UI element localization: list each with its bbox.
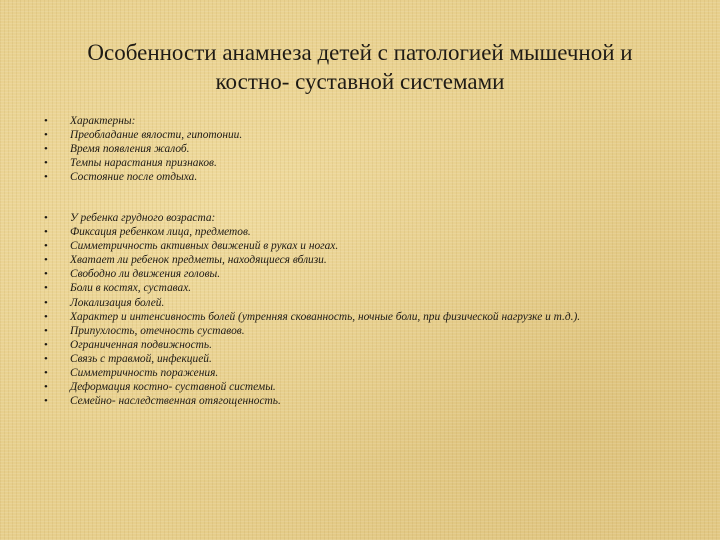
- list-item: [44, 324, 644, 338]
- bullet-icon: •: [44, 212, 48, 224]
- list-item: [44, 253, 644, 267]
- list-item: [44, 352, 644, 366]
- bullet-icon: •: [44, 268, 48, 281]
- list-item-text: Деформация костно- суставной системы.: [70, 381, 276, 394]
- list-item: [44, 114, 644, 128]
- bullet-icon: •: [44, 226, 48, 239]
- list-item-text: Симметричность активных движений в руках и ногах.: [70, 240, 339, 253]
- list-item-text: Ограниченная подвижность.: [70, 338, 212, 351]
- list-item-text: Симметричность поражения.: [70, 367, 219, 380]
- bullet-icon: •: [44, 324, 48, 337]
- bullet-icon: •: [44, 240, 48, 253]
- list-item: [44, 310, 644, 324]
- bullet-icon: •: [44, 352, 48, 365]
- list-item: [44, 338, 644, 352]
- bullet-icon: •: [44, 282, 48, 295]
- list-item: [44, 394, 644, 408]
- bullet-icon: •: [44, 395, 48, 408]
- bullet-icon: •: [44, 310, 48, 323]
- list-item-text: Хватает ли ребенок предметы, находящиеся вблизи.: [70, 254, 327, 267]
- list-item-text: Характер и интенсивность болей (утренняя скованность, ночные боли, при физической нагрузке и т.д.).: [70, 310, 581, 323]
- bullet-icon: •: [44, 129, 48, 142]
- list-item-text: Темпы нарастания признаков.: [70, 157, 217, 170]
- list-item-text: Боли в костях, суставах.: [70, 282, 192, 295]
- list-item-text: У ребенка грудного возраста:: [70, 212, 216, 224]
- list-item: [44, 156, 644, 170]
- slide-title: [40, 38, 680, 96]
- bullet-list-general: [44, 114, 644, 184]
- list-item-text: Время появления жалоб.: [70, 143, 190, 156]
- list-item-text: Состояние после отдыха.: [70, 171, 198, 184]
- bullet-icon: •: [44, 296, 48, 309]
- bullet-icon: •: [44, 381, 48, 394]
- list-item-text: Преобладание вялости, гипотонии.: [70, 129, 243, 142]
- title-line-1: Особенности анамнеза детей с патологией мышечной и: [87, 40, 633, 65]
- list-item-text: Локализация болей.: [70, 296, 165, 309]
- list-item: [44, 281, 644, 295]
- list-item: [44, 267, 644, 281]
- bullet-icon: •: [44, 157, 48, 170]
- list-item-text: Семейно- наследственная отягощенность.: [70, 395, 281, 408]
- list-item: [44, 225, 644, 239]
- bullet-icon: •: [44, 115, 48, 127]
- list-item: [44, 239, 644, 253]
- bullet-list-infant: [44, 211, 644, 408]
- list-item: [44, 211, 644, 225]
- list-item-text: Свободно ли движения головы.: [70, 268, 221, 281]
- list-item: [44, 296, 644, 310]
- bullet-icon: •: [44, 367, 48, 380]
- list-item: [44, 380, 644, 394]
- list-item: [44, 170, 644, 184]
- list-item-text: Характерны:: [70, 115, 136, 127]
- bullet-icon: •: [44, 254, 48, 267]
- bullet-icon: •: [44, 143, 48, 156]
- list-item: [44, 366, 644, 380]
- bullet-icon: •: [44, 338, 48, 351]
- bullet-icon: •: [44, 171, 48, 184]
- list-item-text: Припухлость, отечность суставов.: [70, 324, 245, 337]
- list-item-text: Связь с травмой, инфекцией.: [70, 352, 212, 365]
- list-item-text: Фиксация ребенком лица, предметов.: [70, 226, 251, 239]
- list-item: [44, 142, 644, 156]
- title-line-2: костно- суставной системами: [215, 69, 505, 94]
- list-item: [44, 128, 644, 142]
